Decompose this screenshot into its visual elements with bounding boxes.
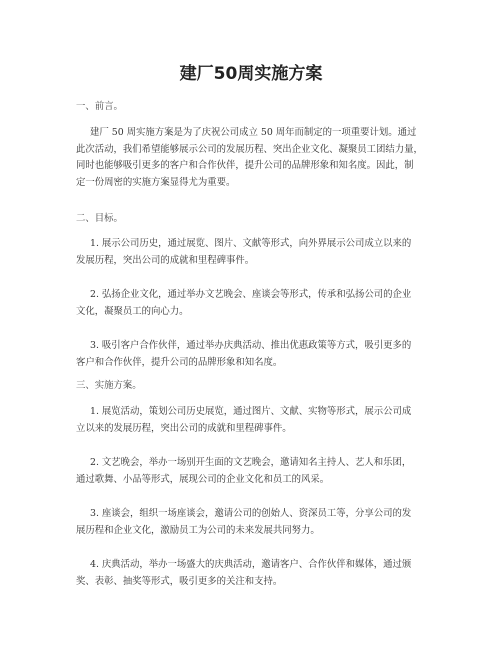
paragraph-line: 3. 吸引客户合作伙伴，通过举办庆典活动、推出优惠政策等方式，吸引更多的 — [90, 340, 412, 351]
paragraph-line: 1. 展示公司历史，通过展览、图片、文献等形式，向外界展示公司成立以来的 — [90, 238, 412, 249]
paragraph-line: 建厂 50 周实施方案是为了庆祝公司成立 50 周年而制定的一项重要计划。通过 — [90, 127, 417, 138]
paragraph-line: 奖、表彰、抽奖等形式，吸引更多的关注和支持。 — [76, 575, 283, 587]
paragraph-line: 此次活动，我们希望能够展示公司的发展历程、突出企业文化、凝聚员工团结力量， — [76, 143, 423, 155]
paragraph-plan-1 — [76, 404, 431, 437]
paragraph-line: 4. 庆典活动，举办一场盛大的庆典活动，邀请客户、合作伙伴和媒体，通过颁 — [90, 559, 412, 570]
paragraph-line: 立以来的发展历程，突出公司的成就和里程碑事件。 — [76, 422, 292, 434]
paragraph-line: 客户和合作伙伴，提升公司的品牌形象和知名度。 — [76, 356, 283, 368]
paragraph-goal-3 — [76, 338, 431, 371]
section-heading-plan: 三、实施方案。 — [76, 380, 142, 391]
paragraph-line: 3. 座谈会，组织一场座谈会，邀请公司的创始人、资深员工等，分享公司的发 — [90, 508, 412, 519]
paragraph-line: 通过歌舞、小品等形式，展现公司的企业文化和员工的风采。 — [76, 473, 330, 485]
paragraph-line: 展历程和企业文化，激励员工为公司的未来发展共同努力。 — [76, 524, 320, 536]
paragraph-line: 定一份周密的实施方案显得尤为重要。 — [76, 176, 236, 188]
section-heading-preface: 一、前言。 — [76, 101, 123, 112]
paragraph-preface — [76, 125, 431, 191]
paragraph-line: 2. 弘扬企业文化，通过举办文艺晚会、座谈会等形式，传承和弘扬公司的企业 — [90, 289, 412, 300]
section-heading-goals: 二、目标。 — [76, 213, 123, 224]
paragraph-goal-2 — [76, 287, 431, 320]
paragraph-plan-4 — [76, 557, 431, 590]
paragraph-line: 1. 展览活动，策划公司历史展览，通过图片、文献、实物等形式，展示公司成 — [90, 406, 412, 417]
document-title: 建厂50周实施方案 — [179, 64, 323, 84]
paragraph-line: 发展历程，突出公司的成就和里程碑事件。 — [76, 254, 255, 266]
paragraph-plan-3 — [76, 506, 431, 539]
paragraph-line: 文化，凝聚员工的向心力。 — [76, 305, 189, 317]
paragraph-line: 同时也能够吸引更多的客户和合作伙伴，提升公司的品牌形象和知名度。因此，制 — [76, 160, 414, 171]
paragraph-plan-2 — [76, 455, 431, 488]
paragraph-line: 2. 文艺晚会，举办一场别开生面的文艺晚会，邀请知名主持人、艺人和乐团， — [90, 457, 412, 468]
paragraph-goal-1 — [76, 236, 431, 269]
